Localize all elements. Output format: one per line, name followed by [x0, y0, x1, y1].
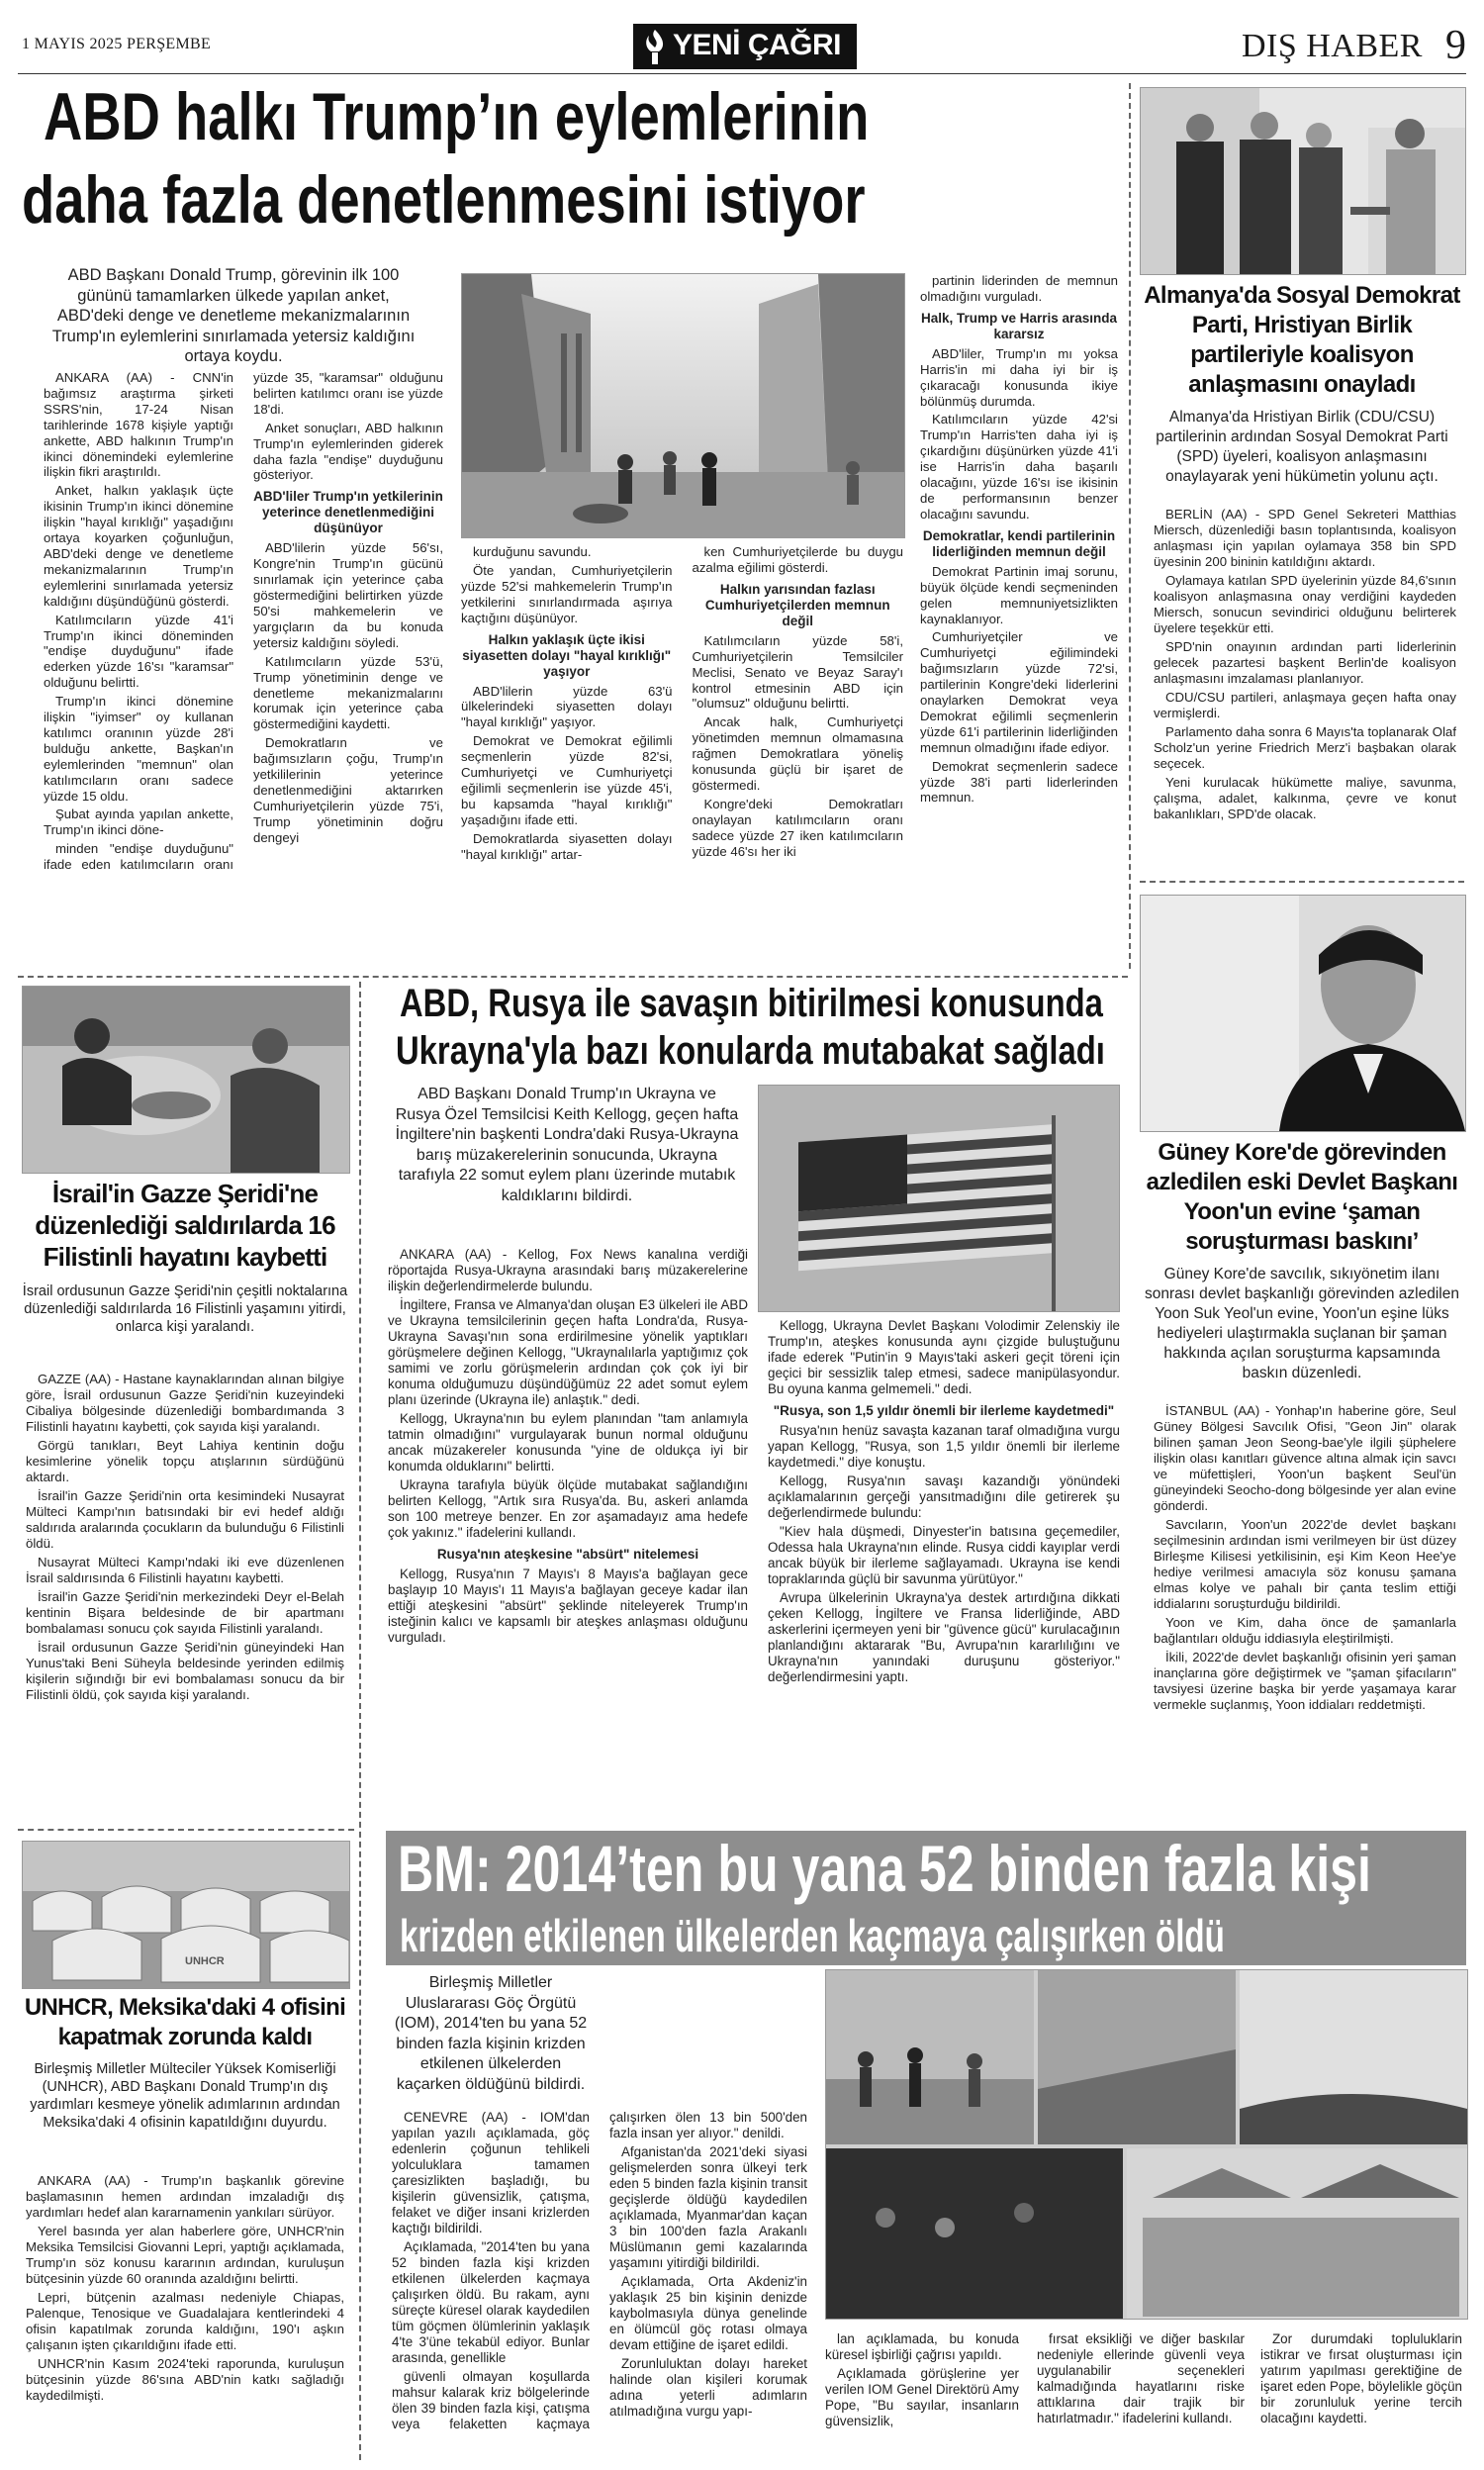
unhcr-p4: UNHCR'nin Kasım 2024'teki raporunda, kuruluşun bütçesinin yüzde 86'sına ABD'nin katkı sağladığı kaydedilmişti. — [26, 2356, 344, 2403]
russia-p5: Kellogg, Rusya'nın 7 Mayıs'ı 8 Mayıs'a bağlayan gece başlayıp 10 Mayıs'ı 11 Mayıs'a bağlayan geceye kadar ilan ettiği ateşkesini "absürt" şeklinde niteleyerek Trump'ın isteğinin kalıcı ve kapsamlı bir ateşkes anlaşması olduğunu vurguladı. — [388, 1567, 748, 1645]
main-story-columns-mid — [461, 544, 903, 970]
unhcr-p2: Yerel basında yer alan haberlere göre, UNHCR'nin Meksika Temsilcisi Giovanni Lepri, yaptığı açıklamada, Trump'ın söz konusu kararının ardından, kuruluşun bütçesinin yüzde 60 oranında azaldığını belirtti. — [26, 2224, 344, 2286]
germany-p5: Parlamento daha sonra 6 Mayıs'ta toplanarak Olaf Scholz'un yerine Friedrich Merz'i başbakan olarak seçecek. — [1154, 724, 1456, 771]
main-col2-p4: Katılımcıların yüzde 53'ü, Trump yönetiminin denge ve denetleme mekanizmalarını korumak için yeterince çaba göstermediğini kaydetti. — [253, 653, 443, 732]
main-story-column-right — [920, 273, 1118, 970]
un-body — [392, 2110, 807, 2456]
main-subhead-2: Halkın yaklaşık üçte ikisi siyasetten dolayı "hayal kırıklığı" yaşıyor — [462, 631, 672, 679]
gaza-lead: İsrail ordusunun Gazze Şeridi'nin çeşitli noktalarına düzenlediği saldırılarda 16 Filistinli yaşamını yitirdi, onlarca kişi yaralandı. — [22, 1283, 348, 1335]
main-subhead-3: Halkın yarısından fazlası Cumhuriyetçilerden memnun değil — [704, 581, 890, 628]
russia-p2: İngiltere, Fransa ve Almanya'dan oluşan E3 ülkeleri ile ABD ve Ukrayna temsilcilerinin geçen hafta Londra'da, Rusya-Ukrayna Savaşı'nın sona erdirilmesine yönelik yaptıkları görüşmelere değinen Kellogg, "Ukraynalılarla yaptığımız çok samimi ve zorlu görüşmelerin ardından çok çok iyi bir konuma olduğumuzu düşündüğümüz 22 adet somut eylem planı üzerinde (Ukrayna ile) anlaştık." dedi. — [388, 1297, 748, 1407]
main-col2-p1: minden "endişe duyduğunu" ifade eden katılımcıların oranı yüzde 35, "karamsar" olduğunu belirten katılımcı oranı ise yüzde 18'di. — [44, 370, 443, 873]
russia-p6: Kellogg, Ukrayna Devlet Başkanı Volodimir Zelenskiy ile Trump'ın, ateşkes konusunda aynı çizgide buluştuğunu ifade ederek "Putin'in 9 Mayıs'taki askeri geçit töreni için geçici bir sessizlik talep etmesi, sadece manipülasyondur. Bu oyuna kanma gelmemeli." dedi. — [768, 1318, 1120, 1396]
un-p10: Zor durumdaki topluluklarin istikrar ve fırsat oluşturması için yatırım yapılması gerektiğine de işaret eden Pope, böylelikle göçün bir zorunluluk yerine tercih olacağını kaydetti. — [1260, 2331, 1462, 2425]
korea-p2: Savcıların, Yoon'un 2022'de devlet başkanı seçilmesinin ardından ismi verilmeyen bir üst düzey Birleşme Kilisesi yetkilisinin, eşi Kim Keon Hee'ye hediye verilmesi amacıyla söz konusu şamana elmas kolye ve pahalı bir çanta teslim ettiği iddialarını soruşturduğu bildirildi. — [1154, 1517, 1456, 1611]
main-headline-line1: ABD halkı Trump’ın eylemlerinin — [44, 79, 870, 154]
germany-body — [1154, 507, 1456, 863]
main-col5-p2: ABD'liler, Trump'ın mı yoksa Harris'in mi daha iyi bir iş çıkaracağı konusunda ikiye bölünmüş durumda. — [920, 345, 1118, 409]
germany-p6: Yeni kurulacak hükümette maliye, savunma, çalışma, adalet, kalkınma, çevre ve konut bakanlıkları, SPD'de olacak. — [1154, 775, 1456, 821]
unhcr-headline: UNHCR, Meksika'daki 4 ofisini kapatmak zorunda kaldı — [24, 1994, 346, 2050]
germany-lead: Almanya'da Hristiyan Birlik (CDU/CSU) partilerinin ardından Sosyal Demokrat Parti (SPD) üyeleri, koalisyon anlaşmasını onaylayarak yeni hükümetin yolunu açtı. — [1156, 409, 1448, 485]
section-name: DIŞ HABER — [1241, 28, 1423, 64]
gaza-story — [22, 1178, 348, 1336]
un-lead: Birleşmiş Milletler Uluslararası Göç Örgütü (IOM), 2014'ten bu yana 52 binden fazla kişinin krizden etkilenen ülkelerden kaçarken öldüğünü bildirdi. — [394, 1974, 588, 2093]
main-col4-p1: ken Cumhuriyetçilerde bu duygu azalma eğilimi gösterdi. — [692, 544, 903, 575]
un-body-bottom-1 — [825, 2331, 1019, 2456]
column-divider-right — [1129, 83, 1131, 969]
photo-us-flag — [758, 1085, 1120, 1312]
russia-p10: Avrupa ülkelerinin Ukrayna'ya destek artırdığına dikkati çeken Kellogg, İngiltere ve Fransa liderliğinde, ABD askerlerini içermeyen yeni bir "güvence gücü" kurulacağının planlandığını aktararak "Bu, Avrupa'nın kararlılığını ve Ukrayna'nın yanındaki duruşunu gösteriyor." değerlendirmesini yaptı. — [768, 1590, 1120, 1684]
korea-headline: Güney Kore'de görevinden azledilen eski Devlet Başkanı Yoon'un evine ‘şaman soruşturması baskını’ — [1146, 1139, 1458, 1255]
main-col4-p3: Ancak halk, Cumhuriyetçi yönetimden memnun olmamasına rağmen Demokratlara yöneliş konusunda güçlü bir işaret de göstermedi. — [692, 714, 903, 793]
photo-unhcr-tents — [22, 1841, 350, 1989]
russia-p1: ANKARA (AA) - Kellog, Fox News kanalına verdiği röportajda Rusya-Ukrayna arasındaki barış müzakerelerine ilişkin değerlendirmelerde bulundu. — [388, 1247, 748, 1293]
germany-p2: Oylamaya katılan SPD üyelerinin yüzde 84,6'sının koalisyon anlaşmasına onay verdiğini kaydeden Miersch, sonucun sevindirici olduğunu belirterek üyelere teşekkür etti. — [1154, 573, 1456, 635]
gaza-p1: GAZZE (AA) - Hastane kaynaklarından alınan bilgiye göre, İsrail ordusunun Gazze Şeridi'nin kuzeyindeki Cibaliya bölgesinde düzenlediği bombardımanda 3 Filistinli hayatını kaybetti, çok sayıda kişi yaralandı. — [26, 1372, 344, 1434]
photo-street-scene — [461, 273, 905, 538]
masthead — [633, 24, 857, 69]
russia-p4: Ukrayna tarafıyla büyük ölçüde mutabakat sağlandığını belirten Kellogg, "Artık sıra Rusya'da. Bu, askeri anlamda son 100 metreye benzer. En zor aşamadayız ama hedefe çok yakınız." ifadelerini kullandı. — [388, 1477, 748, 1540]
main-col1-p1: ANKARA (AA) - CNN'in bağımsız araştırma şirketi SSRS'nin, 17-24 Nisan tarihlerinde 1678 kişiyle yaptığı ankette, ABD halkının Trump'ın ikinci dönemindeki eylemlerine ilişkin fikri araştırıldı. — [44, 370, 233, 480]
russia-headline-line1: ABD, Rusya ile savaşın bitirilmesi konusunda — [400, 982, 1103, 1025]
un-p2: Açıklamada, "2014'ten bu yana 52 binden fazla kişi krizden etkilenen ülkelerden kaçmaya çalışırken öldü. Bu rakam, aynı süreçte küresel olarak kaydedilen tüm göçmen ölümlerinin yaklaşık 4'te 3'üne tekabül ediyor. Bunlar arasında, genellikle — [392, 2239, 590, 2365]
russia-lead: ABD Başkanı Donald Trump'ın Ukrayna ve Rusya Özel Temsilcisi Keith Kellogg, geçen hafta İngiltere'nin başkenti Londra'daki Rusya-Ukrayna barış müzakerelerinin sonucunda, Ukrayna tarafıyla 22 somut eylem planı üzerinde mutabık kaldıklarını bildirdi. — [395, 1086, 739, 1204]
korea-p1: İSTANBUL (AA) - Yonhap'ın haberine göre, Seul Güney Bölgesi Savcılık Ofisi, "Geon Jin" olarak bilinen şaman Jeon Seong-bae'yle ilgili şüphelere ilişkin olası kanıtları güvence altına almak için savcı ve müfettişleri, Yoon'un başkent Seul'ün güneyindeki Seocho-dong bölgesinde yer alan evine gönderdi. — [1154, 1403, 1456, 1513]
header-rule — [18, 73, 1466, 74]
main-col1-p5: Şubat ayında yapılan ankette, Trump'ın ikinci döne- — [44, 807, 233, 838]
photo-germany-handshake — [1140, 87, 1466, 275]
main-headline-line2: daha fazla denetlenmesini istiyor — [22, 162, 866, 238]
main-subhead-1: ABD'liler Trump'ın yetkilerinin yeterince denetlenmediğini düşünüyor — [253, 489, 443, 536]
main-col3-p2: Öte yandan, Cumhuriyetçilerin yüzde 52'si mahkemelerin Trump'ın yetkilerini sınırlandırmada aşırıya kaçtığını düşünüyor. — [461, 562, 673, 625]
gaza-headline: İsrail'in Gazze Şeridi'ne düzenlediği saldırılarda 16 Filistinli hayatını kaybetti — [35, 1179, 335, 1272]
photo-gaza — [22, 986, 350, 1174]
korea-p3: Yoon ve Kim, daha önce de şamanlarla bağlantıları olduğu iddiasıyla eleştirilmişti. — [1154, 1615, 1456, 1646]
russia-body-left — [388, 1247, 748, 1821]
russia-subhead-2: "Rusya, son 1,5 yıldır önemli bir ilerleme kaydetmedi" — [773, 1403, 1115, 1418]
main-col5-p6: Demokrat seçmenlerin sadece yüzde 38'i parti liderlerinden memnun. — [920, 758, 1118, 806]
un-p8: Açıklamada görüşlerine yer verilen IOM Genel Direktörü Amy Pope, "Bu sayılar, insanların güvensizlik, — [825, 2366, 1019, 2428]
main-col3-p3: ABD'lilerin yüzde 63'ü ülkelerindeki siyasetten dolayı "hayal kırıklığı" yaşıyor. — [461, 683, 673, 730]
germany-p3: SPD'nin onayının ardından parti liderlerinin gelecek pazartesi başkent Berlin'de koalisyon anlaşmasını imzalaması planlanıyor. — [1154, 639, 1456, 686]
main-col1-p3: Katılımcıların yüzde 41'i Trump'ın ikinci döneminden "endişe duyduğunu" ifade ederken yüzde 16'sı "karamsar" olduğunu belirtti. — [44, 612, 233, 691]
gaza-p4: Nusayrat Mülteci Kampı'ndaki iki eve düzenlenen İsrail saldırısında 6 Filistinli hayatını kaybetti. — [26, 1555, 344, 1585]
main-subhead-5: Demokratlar, kendi partilerinin liderliğinden memnun değil — [922, 527, 1116, 559]
un-body-bottom-2 — [1037, 2331, 1245, 2456]
divider-germany-korea — [1140, 881, 1464, 883]
main-lead: ABD Başkanı Donald Trump, görevinin ilk 100 gününü tamamlarken ülkede yapılan anket, ABD'deki denge ve denetleme mekanizmalarının Trump'ın eylemlerini sınırlamada yetersiz kaldığını ortaya koydu. — [51, 266, 416, 365]
main-col5-p1: partinin liderinden de memnun olmadığını vurguladı. — [920, 273, 1118, 304]
unhcr-p1: ANKARA (AA) - Trump'ın başkanlık görevine başlamasının hemen ardından imzaladığı dış yardımları hedef alan kararnamenin yankıları sürüyor. — [26, 2173, 344, 2220]
main-col4-p2: Katılımcıların yüzde 58'i, Cumhuriyetçilerin Temsilciler Meclisi, Senato ve Beyaz Saray'ı kontrol etmesinin ABD için "olumsuz" olduğunu belirtti. — [692, 632, 903, 712]
unhcr-p3: Lepri, bütçenin azalması nedeniyle Chiapas, Palenque, Tenosique ve Guadalajara kentlerindeki 4 ofisin kapatılmak zorunda kaldığını, 190'ı aşkın çalışanın işten çıkarıldığını ifade etti. — [26, 2290, 344, 2352]
un-p6: Zorunluluktan dolayı hareket halinde olan kişileri korumak adına yeterli adımların atılmadığına vurgu yapı- — [609, 2356, 807, 2419]
main-col2-p2: Anket sonuçları, ABD halkının Trump'ın eylemlerinden giderek daha fazla "endişe" duyduğunu gösteriyor. — [253, 420, 443, 483]
main-col2-p5: Demokratların ve bağımsızların çoğu, Trump'ın yetkililerinin yeterince denetlenmediğini aktarırken Cumhuriyetçilerin yüzde 75'i, Trump yönetiminin doğru dengeyi — [253, 735, 443, 845]
russia-headline-line2: Ukrayna'yla bazı konularda mutabakat sağladı — [396, 1029, 1105, 1073]
main-col1-p4: Trump'ın ikinci dönemine ilişkin "iyimser" oy kullanan katılımcı oranının yüzde 28'i bulduğu ankette, Başkan'ın eylemlerinden "memnun" olan katılımcıların oranı sadece yüzde 15 oldu. — [44, 694, 233, 804]
korea-story — [1140, 1138, 1464, 1383]
russia-p8: Kellogg, Rusya'nın savaşı kazandığı yönündeki açıklamalarının gerçeği yansıtmadığını dile getirerek şu değerlendirmede bulundu: — [768, 1473, 1120, 1520]
page-number: 9 — [1445, 23, 1466, 68]
un-headline-banner — [386, 1831, 1466, 1965]
un-p7: lan açıklamada, bu konuda küresel işbirliği çağrısı yapıldı. — [825, 2331, 1019, 2362]
main-subhead-4: Halk, Trump ve Harris arasında kararsız — [920, 310, 1118, 341]
un-headline-line1: BM: 2014’ten bu yana 52 binden fazla kişi — [398, 1832, 1371, 1905]
divider-main-story — [18, 976, 1128, 978]
main-col1-p2: Anket, halkın yaklaşık üçte ikisinin Trump'ın ikinci dönemine ilişkin "hayal kırıklığı" yaşadığını ortaya koyarken çoğunluğun, ABD'deki denge ve denetleme mekanizmalarının Trump'ın eylemlerini sınırlamada yetersiz kaldığını düşündüğünü gösterdi. — [44, 483, 233, 609]
unhcr-lead: Birleşmiş Milletler Mülteciler Yüksek Komiserliği (UNHCR), ABD Başkanı Donald Trump'ın dış yardımları kesmeye yönelik adımlarının ardından Meksika'daki 4 ofisinin kapatıldığını duyurdu. — [30, 2061, 340, 2131]
main-col3-p5: Demokratlarda siyasetten dolayı "hayal kırıklığı" artar- — [461, 830, 673, 862]
germany-headline: Almanya'da Sosyal Demokrat Parti, Hristiyan Birlik partileriyle koalisyon anlaşmasını onayladı — [1144, 282, 1460, 398]
photo-yoon-portrait — [1140, 895, 1466, 1132]
un-p1: CENEVRE (AA) - IOM'dan yapılan yazılı açıklamada, göç edenlerin çoğunun tehlikeli yolculuklara tamamen çaresizlikten başladığı, bu kişilerin güvensizlik, çatışma, felaket ve diğer insani krizlerden kaçtığı bildirildi. — [392, 2110, 590, 2235]
russia-p9: "Kiev hala düşmedi, Dinyester'in batısına geçemediler, Odessa hala Ukrayna'nın elinde. Rusya ciddi kayıplar verdi ancak büyük bir ilerleme sağlayamadı. Ukrayna ise kendi topraklarında güçlü bir savunma yürütüyor." — [768, 1524, 1120, 1586]
gaza-body — [26, 1372, 344, 1811]
germany-story — [1140, 281, 1464, 487]
un-headline-line2: krizden etkilenen ülkelerden kaçmaya çalışırken öldü — [400, 1910, 1225, 1961]
photo-migrants-collage — [825, 1969, 1468, 2320]
un-p4: Afganistan'da 2021'deki siyasi gelişmelerden sonra ülkeyi terk eden 5 binden fazla kişinin transit geçişlerde öldüğü kaydedilen açıklamada, Myanmar'dan kaçan 3 bin 100'den fazla Arakanlı Müslümanın gemi kazalarında yaşamını yitirdiği bildirildi. — [609, 2144, 807, 2270]
russia-p7: Rusya'nın henüz savaşta kazanan taraf olmadığına vurgu yapan Kellogg, "Rusya, son 1,5 yıldır önemli bir ilerleme kaydetmedi." diye konuştu. — [768, 1423, 1120, 1470]
un-p9: fırsat eksikliği ve diğer baskılar nedeniyle ellerinde güvenli veya uygulanabilir seçenekleri kalmadığında hayatlarını riske attıklarına dair trajik bir hatırlatmadır." ifadelerini kullandı. — [1037, 2331, 1245, 2425]
main-col3-p4: Demokrat ve Demokrat eğilimli seçmenlerin yüzde 82'si, Cumhuriyetçi ve Cumhuriyetçi eğilimli seçmenlerin ise yüzde 45'i, bu kapsamda "hayal kırıklığı" yaşadığını ifade etti. — [461, 733, 673, 827]
un-p3: güvenli olmayan koşullarda mahsur kalarak kriz bölgelerinde ölen 39 binden fazla kişi, çatışma veya felaketten kaçmaya çalışırken ölen 13 bin 500'den fazla insan yer alıyor." denildi. — [392, 2110, 807, 2431]
main-col5-p4: Demokrat Partinin imaj sorunu, büyük ölçüde kendi seçmeninden gelen memnuniyetsizlikten kaynaklanıyor. — [920, 563, 1118, 626]
gaza-p3: İsrail'in Gazze Şeridi'nin orta kesimindeki Nusayrat Mülteci Kampı'nın batısındaki bir evi hedef aldığı saldırıda aralarında çocukların da bulunduğu 6 Filistinli öldü. — [26, 1488, 344, 1551]
issue-date: 1 MAYIS 2025 PERŞEMBE — [22, 36, 212, 52]
main-col5-p3: Katılımcıların yüzde 42'si Trump'ın Harris'ten daha iyi iş çıkardığını düşünürken yüzde 41'i ise Harris'in daha başarılı olacağını, yüzde 16'sı ise ikisinin de performansının benzer olacağını savundu. — [920, 412, 1118, 522]
main-story-columns-left — [44, 370, 443, 970]
column-divider-left — [359, 982, 361, 2460]
main-col3-p1: kurduğunu savundu. — [473, 544, 592, 559]
gaza-p5: İsrail'in Gazze Şeridi'nin merkezindeki Deyr el-Belah kentinin Bişara beldesinde de bir apartmanı bombalaması sonucu çok sayıda Filistinli yaralandı. — [26, 1589, 344, 1636]
main-col5-p5: Cumhuriyetçiler ve Cumhuriyetçi eğilimindeki bağımsızların yüzde 72'si, partilerinin Kongre'deki liderlerini onaylarken Demokrat veya Demokrat eğilimli seçmenlerin yüzde 61'i partilerinin liderliğinden memnun olmadığını ifade ediyor. — [920, 629, 1118, 755]
unhcr-story — [22, 1993, 348, 2132]
russia-subhead-1: Rusya'nın ateşkesine "absürt" nitelemesi — [436, 1547, 699, 1562]
germany-p4: CDU/CSU partileri, anlaşmaya geçen hafta onay vermişlerdi. — [1154, 690, 1456, 720]
masthead-title: YENİ ÇAĞRI — [673, 29, 842, 61]
un-body-bottom-3 — [1260, 2331, 1462, 2456]
gaza-p2: Görgü tanıkları, Beyt Lahiya kentinin doğu kesimlerine yönelik topçu atışlarının sürdüğünü aktardı. — [26, 1438, 344, 1484]
torch-logo-icon — [641, 28, 669, 70]
un-p5: Açıklamada, Orta Akdeniz'in yaklaşık 25 bin kişinin denizde kaybolmasıyla dünya genelinde en ölümcül göç rotası olmaya devam ettiğine de işaret edildi. — [609, 2274, 807, 2352]
russia-p3: Kellogg, Ukrayna'nın bu eylem planından "tam anlamıyla tatmin olmadığını" vurgulayarak bunun normal olduğunu ancak müzakereler konusunda "yine de oldukça iyi bir konumda olduklarını" belirtti. — [388, 1411, 748, 1473]
tent-unhcr-label: UNHCR — [185, 1955, 225, 1967]
main-col2-p3: ABD'lilerin yüzde 56'sı, Kongre'nin Trump'ın gücünü sınırlamak için yeterince çaba göstermediğini belirtirken yüzde 50'si mahkemelerin ve yargıçların da bu konuda yetersiz kaldığını söyledi. — [253, 540, 443, 650]
divider-gaza-unhcr — [18, 1829, 354, 1831]
russia-body-right — [768, 1318, 1120, 1821]
main-col4-p4: Kongre'deki Demokratları onaylayan katılımcıların oranı sadece yüzde 27 iken katılımcıların yüzde 46'sı her iki — [692, 796, 903, 859]
unhcr-body — [26, 2173, 344, 2460]
gaza-p6: İsrail ordusunun Gazze Şeridi'nin güneyindeki Han Yunus'taki Beni Süheyla beldesinde yerinden edilmiş kişilerin sığındığı bir evi bombalaması sonucu da bir Filistinli öldü, çok sayıda kişi yaralandı. — [26, 1640, 344, 1702]
korea-lead: Güney Kore'de savcılık, sıkıyönetim ilanı sonrası devlet başkanlığı görevinden azledilen Yoon Suk Yeol'un evine, Yoon'un eşine lüks hediyeleri ulaştırmakla suçlanan bir şaman hakkında açılan soruşturma kapsamında baskın düzenledi. — [1145, 1266, 1459, 1381]
germany-p1: BERLİN (AA) - SPD Genel Sekreteri Matthias Miersch, düzenlediği basın toplantısında, koalisyon anlaşması için yapılan oylamaya 358 bin SPD üyesinin 200 bininin katıldığını aktardı. — [1154, 507, 1456, 569]
korea-p4: İkili, 2022'de devlet başkanlığı ofisinin yeri şaman inançlarına göre değiştirmek ve "şaman şifacıların" tavsiyesi üzerine başka bir yerde yaşamaya karar vermekle suçlanmış, Yoon iddiaları reddetmişti. — [1154, 1650, 1456, 1712]
korea-body — [1154, 1403, 1456, 1817]
